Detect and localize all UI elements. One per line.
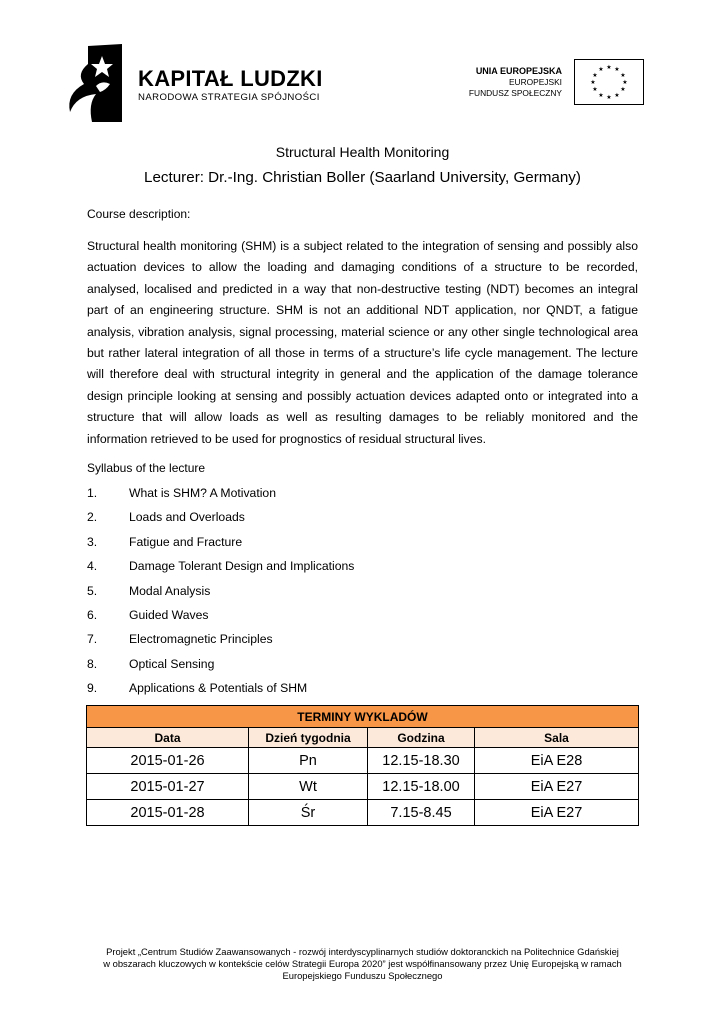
svg-text:★: ★: [592, 86, 598, 93]
list-item: [87, 584, 638, 608]
list-item-text: Optical Sensing: [129, 656, 215, 671]
list-item-number: 4.: [87, 559, 98, 574]
schedule-title: TERMINY WYKLADÓW: [87, 706, 639, 728]
cell-time: 7.15-8.45: [368, 800, 475, 826]
svg-text:★: ★: [590, 79, 596, 86]
list-item: [87, 608, 638, 632]
column-header-weekday: Dzień tygodnia: [249, 728, 368, 748]
cell-room: EiA E27: [475, 774, 639, 800]
footer-line3: Europejskiego Funduszu Społecznego: [282, 970, 443, 981]
list-item-number: 9.: [87, 681, 98, 696]
syllabus-list: [87, 486, 638, 706]
list-item: [87, 632, 638, 656]
svg-text:★: ★: [614, 66, 620, 73]
kapital-ludzki-logo: [66, 44, 323, 124]
list-item-text: Modal Analysis: [129, 583, 211, 598]
cell-date: 2015-01-26: [87, 748, 249, 774]
svg-text:★: ★: [622, 79, 628, 86]
course-description-heading: Course description:: [87, 207, 191, 221]
course-title: Structural Health Monitoring: [275, 144, 450, 160]
schedule-table: [86, 705, 639, 826]
table-row: [87, 774, 639, 800]
cell-room: EiA E27: [475, 800, 639, 826]
cell-weekday: Śr: [249, 800, 368, 826]
footer-line2: w obszarach kluczowych w kontekście celów Strategii Europa 2020” jest współfinansowany przez Unię Europejską w ramach: [103, 958, 622, 969]
list-item-number: 3.: [87, 534, 98, 549]
footer-line1: Projekt „Centrum Studiów Zaawansowanych - rozwój interdyscyplinarnych studiów doktoranckich na Politechnice Gdańskiej: [106, 946, 619, 957]
list-item-text: Applications & Potentials of SHM: [129, 681, 308, 696]
svg-text:★: ★: [598, 92, 604, 99]
eu-logo-text: [469, 66, 562, 99]
list-item: [87, 657, 638, 681]
column-header-time: Godzina: [368, 728, 475, 748]
column-header-date: Data: [87, 728, 249, 748]
cell-room: EiA E28: [475, 748, 639, 774]
list-item: [87, 681, 638, 705]
list-item-text: Loads and Overloads: [129, 510, 245, 525]
list-item-number: 2.: [87, 510, 98, 525]
svg-text:★: ★: [606, 64, 612, 71]
eu-logo-line2: EUROPEJSKI: [508, 77, 562, 87]
table-row: [87, 748, 639, 774]
svg-text:★: ★: [592, 72, 598, 79]
list-item: [87, 535, 638, 559]
list-item: [87, 510, 638, 534]
list-item: [87, 486, 638, 510]
column-header-room: Sala: [475, 728, 639, 748]
list-item-text: Electromagnetic Principles: [129, 632, 273, 647]
cell-time: 12.15-18.00: [368, 774, 475, 800]
lecturer-line: Lecturer: Dr.-Ing. Christian Boller (Saarland University, Germany): [144, 169, 581, 186]
syllabus-heading: Syllabus of the lecture: [87, 461, 206, 475]
cell-weekday: Pn: [249, 748, 368, 774]
cell-weekday: Wt: [249, 774, 368, 800]
eu-flag-icon: [574, 59, 644, 105]
kapital-ludzki-emblem-icon: [66, 44, 128, 122]
list-item-number: 5.: [87, 583, 98, 598]
svg-text:★: ★: [620, 86, 626, 93]
list-item-number: 8.: [87, 656, 98, 671]
list-item-text: Guided Waves: [129, 607, 209, 622]
schedule-title-row: [87, 706, 639, 728]
list-item-text: Damage Tolerant Design and Implications: [129, 559, 355, 574]
eu-logo-line1: UNIA EUROPEJSKA: [475, 66, 562, 76]
course-description: Structural health monitoring (SHM) is a subject related to the integration of sensing and possibly also actuation devices to allow the loading and damaging conditions of a structure to be recorded, analysed, localised and predicted in a way that non-destructive testing (NDT) becomes an integral part of an engineering structure. SHM is not an additional NDT application, nor QNDT, a fatigue analysis, vibration analysis, signal processing, material science or any other single technological area but rather lateral integration of all those in terms of a structure’s life cycle management. The lecture will therefore deal with structural integrity in general and the application of the damage tolerance design principle looking at sensing and possibly actuation devices adapted onto or integrated into a structure that will allow loads as well as resulting damages to be reliably monitored and the information retrieved to be used for prognostics of residual structural lives.: [87, 239, 638, 446]
cell-time: 12.15-18.30: [368, 748, 475, 774]
list-item-number: 1.: [87, 486, 98, 500]
svg-text:★: ★: [598, 66, 604, 73]
kapital-ludzki-subtitle: NARODOWA STRATEGIA SPÓJNOŚCI: [138, 92, 320, 103]
list-item-number: 6.: [87, 607, 98, 622]
list-item: [87, 559, 638, 583]
list-item-text: Fatigue and Fracture: [129, 534, 243, 549]
cell-date: 2015-01-28: [87, 800, 249, 826]
cell-date: 2015-01-27: [87, 774, 249, 800]
list-item-number: 7.: [87, 632, 98, 647]
svg-text:★: ★: [614, 92, 620, 99]
schedule-column-headers: [87, 728, 639, 748]
project-footer: [0, 946, 725, 982]
kapital-ludzki-title: KAPITAŁ LUDZKI: [138, 66, 323, 91]
svg-text:★: ★: [606, 94, 612, 101]
eu-logo-line3: FUNDUSZ SPOŁECZNY: [468, 88, 562, 98]
list-item-text: What is SHM? A Motivation: [129, 486, 276, 500]
table-row: [87, 800, 639, 826]
svg-text:★: ★: [620, 72, 626, 79]
